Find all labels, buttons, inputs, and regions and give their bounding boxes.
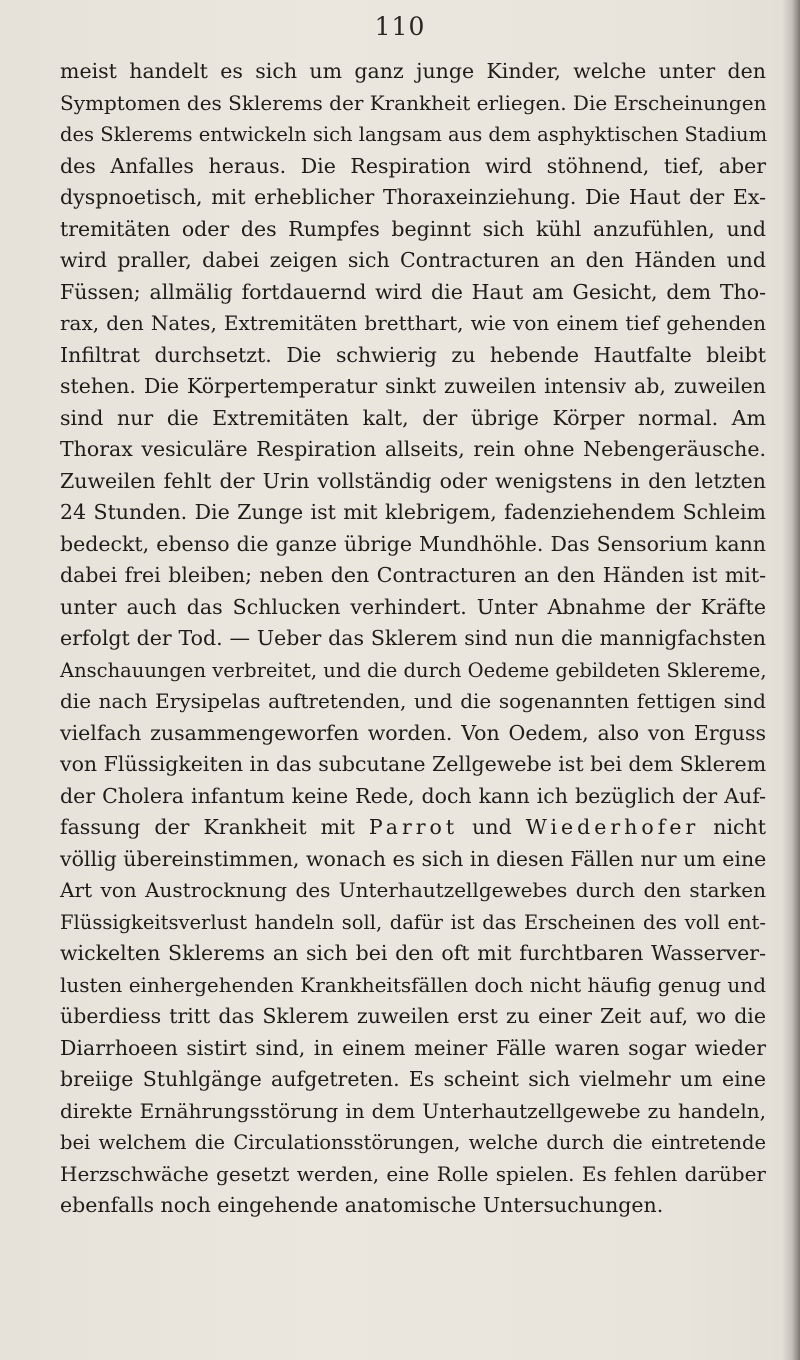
text-line-13: Thorax vesiculäre Respiration allseits, rein ohne Nebengeräusche. xyxy=(60,437,766,461)
text-line-15: 24 Stunden. Die Zunge ist mit klebrigem, fadenziehendem Schleim xyxy=(60,500,766,524)
page-number: 110 xyxy=(374,12,426,41)
text-line-32: Diarrhoeen sistirt sind, in einem meiner Fälle waren sogar wieder xyxy=(60,1035,766,1060)
text-line-5: dyspnoetisch, mit erheblicher Thoraxeinziehung. Die Haut der Ex- xyxy=(60,185,766,209)
author-name-parrot: Parrot xyxy=(368,815,459,839)
text-line-27: Art von Austrocknung des Unterhautzellgewebes durch den starken xyxy=(60,878,766,902)
text-line-24: der Cholera infantum keine Rede, doch kann ich bezüglich der Auf- xyxy=(60,783,766,808)
text-line-12: sind nur die Extremitäten kalt, der übrige Körper normal. Am xyxy=(60,405,766,430)
text-line-11: stehen. Die Körpertemperatur sinkt zuweilen intensiv ab, zuweilen xyxy=(60,374,766,398)
text-line-7: wird praller, dabei zeigen sich Contracturen an den Händen und xyxy=(60,248,766,272)
text-line-19: erfolgt der Tod. — Ueber das Sklerem sind nun die mannigfachsten xyxy=(60,626,766,650)
text-line-33: breiige Stuhlgänge aufgetreten. Es scheint sich vielmehr um eine xyxy=(60,1067,766,1091)
text-line-14: Zuweilen fehlt der Urin vollständig oder wenigstens in den letzten xyxy=(60,468,766,493)
text-line-17: dabei frei bleiben; neben den Contracturen an den Händen ist mit- xyxy=(60,563,766,587)
text-line-16: bedeckt, ebenso die ganze übrige Mundhöhle. Das Sensorium kann xyxy=(60,531,766,556)
text-line-37: ebenfalls noch eingehende anatomische Untersuchungen. xyxy=(60,1193,664,1217)
line-25-end: nicht xyxy=(713,815,766,839)
text-line-2: Symptomen des Sklerems der Krankheit erliegen. Die Erscheinungen xyxy=(60,90,767,115)
text-line-18: unter auch das Schlucken verhindert. Unter Abnahme der Kräfte xyxy=(60,594,766,619)
page-binding-shadow xyxy=(782,0,800,1360)
text-line-4: des Anfalles heraus. Die Respiration wird stöhnend, tief, aber xyxy=(60,153,766,178)
text-line-31: überdiess tritt das Sklerem zuweilen erst zu einer Zeit auf, wo die xyxy=(60,1004,766,1028)
line-25-start: fassung der Krankheit mit xyxy=(60,815,355,839)
text-line-3: des Sklerems entwickeln sich langsam aus dem asphyktischen Stadium xyxy=(60,123,768,146)
text-line-10: Infiltrat durchsetzt. Die schwierig zu hebende Hautfalte bleibt xyxy=(60,342,766,367)
text-line-25 xyxy=(60,812,766,844)
text-line-36: Herzschwäche gesetzt werden, eine Rolle spielen. Es fehlen darüber xyxy=(60,1161,766,1186)
text-line-20: Anschauungen verbreitet, und die durch Oedeme gebildeten Sklereme, xyxy=(60,658,767,682)
text-line-22: vielfach zusammengeworfen worden. Von Oedem, also von Erguss xyxy=(60,720,766,745)
text-line-1: meist handelt es sich um ganz junge Kinder, welche unter den xyxy=(60,59,766,83)
line-25-conjunction: und xyxy=(472,815,512,839)
body-text xyxy=(60,56,766,1222)
text-line-28: Flüssigkeitsverlust handeln soll, dafür ist das Erscheinen des voll ent- xyxy=(60,910,766,934)
author-name-wiederhofer: Wiederhofer xyxy=(525,815,700,839)
text-line-29: wickelten Sklerems an sich bei den oft mit furchtbaren Wasserver- xyxy=(60,941,766,965)
text-line-23: von Flüssigkeiten in das subcutane Zellgewebe ist bei dem Sklerem xyxy=(60,752,767,776)
text-line-6: tremitäten oder des Rumpfes beginnt sich kühl anzufühlen, und xyxy=(60,216,766,241)
text-line-8: Füssen; allmälig fortdauernd wird die Haut am Gesicht, dem Tho- xyxy=(60,279,766,304)
text-line-21: die nach Erysipelas auftretenden, und die sogenannten fettigen sind xyxy=(60,689,766,713)
text-line-35: bei welchem die Circulationsstörungen, welche durch die eintretende xyxy=(60,1131,766,1154)
text-line-34: direkte Ernährungsstörung in dem Unterhautzellgewebe zu handeln, xyxy=(60,1098,766,1123)
text-line-9: rax, den Nates, Extremitäten bretthart, wie von einem tief gehenden xyxy=(60,311,766,335)
text-line-30: lusten einhergehenden Krankheitsfällen doch nicht häufig genug und xyxy=(60,972,766,997)
text-line-26: völlig übereinstimmen, wonach es sich in diesen Fällen nur um eine xyxy=(60,846,767,871)
